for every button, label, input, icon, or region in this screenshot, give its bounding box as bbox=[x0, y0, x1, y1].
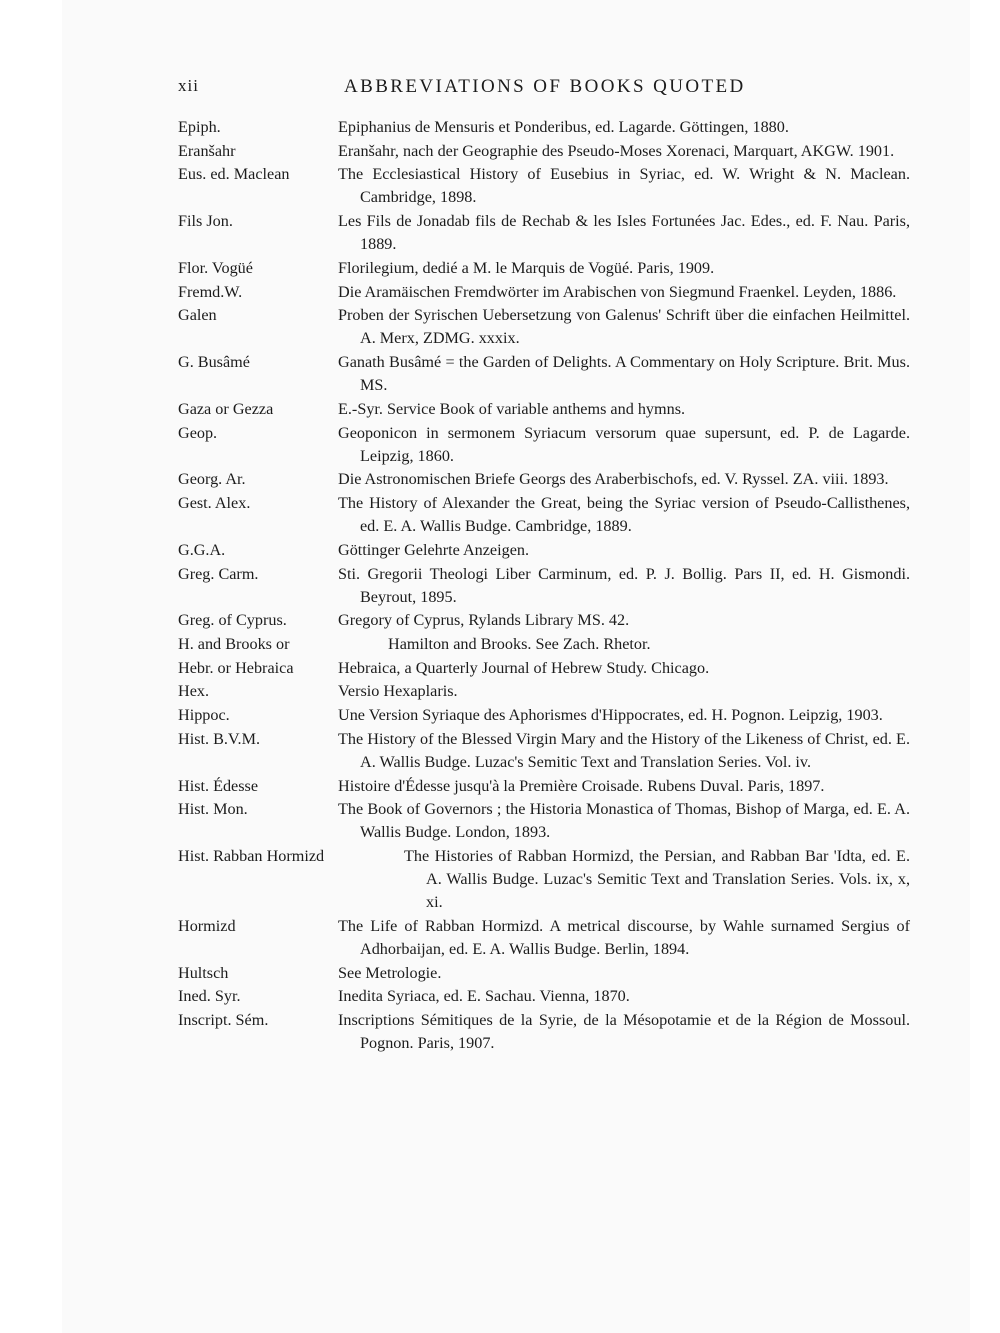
entry-hist-rabban-hormizd bbox=[178, 845, 910, 914]
entry-abbr: Hebr. or Hebraica bbox=[178, 658, 294, 677]
entry-gest-alex bbox=[178, 492, 910, 538]
entry-text: Die Aramäischen Fremdwörter im Arabischen von Siegmund Fraenkel. Leyden, 1886. bbox=[338, 282, 897, 301]
entry-abbr: Inscript. Sém. bbox=[178, 1011, 269, 1029]
entry-text: E.-Syr. Service Book of variable anthems and hymns. bbox=[338, 399, 686, 418]
entry-greg-cyprus bbox=[178, 609, 910, 632]
entry-abbr: Hist. Rabban Hormizd bbox=[178, 846, 325, 865]
entry-abbr: Georg. Ar. bbox=[178, 470, 246, 489]
entry-abbr: Fremd.W. bbox=[178, 282, 243, 301]
entry-text: Sti. Gregorii Theologi Liber Carminum, ed. P. J. Bollig. Pars II, ed. H. Gismondi. Beyrout, 1895. bbox=[338, 564, 910, 606]
entry-greg-carm bbox=[178, 563, 910, 609]
entry-text: Versio Hexaplaris. bbox=[338, 682, 458, 701]
entry-abbr: Geop. bbox=[178, 423, 218, 442]
entry-abbr: Hex. bbox=[178, 682, 210, 701]
entry-abbr: Greg. of Cyprus. bbox=[178, 611, 287, 630]
entry-text: Histoire d'Édesse jusqu'à la Première Croisade. Rubens Duval. Paris, 1897. bbox=[338, 776, 825, 795]
entry-text: Les Fils de Jonadab fils de Rechab & les Isles Fortunées Jac. Edes., ed. F. Nau. Paris, 1889. bbox=[338, 212, 910, 254]
page-header bbox=[62, 76, 970, 104]
entry-abbr: G.G.A. bbox=[178, 540, 226, 559]
entry-text: Inscriptions Sémitiques de la Syrie, de la Mésopotamie et de la Région de Mossoul. Pognon. Paris, 1907. bbox=[338, 1011, 910, 1053]
entry-abbr: Hormizd bbox=[178, 916, 236, 935]
entry-text: Une Version Syriaque des Aphorismes d'Hippocrates, ed. H. Pognon. Leipzig, 1903. bbox=[338, 706, 883, 725]
entry-abbr: Hist. Édesse bbox=[178, 776, 259, 795]
entry-abbr: G. Busâmé bbox=[178, 353, 250, 372]
entry-georg-ar bbox=[178, 468, 910, 491]
entry-abbr: Hist. Mon. bbox=[178, 800, 248, 819]
entry-inscript-sem bbox=[178, 1009, 910, 1055]
entry-text: Hamilton and Brooks. See Zach. Rhetor. bbox=[388, 634, 651, 653]
entry-ined-syr bbox=[178, 985, 910, 1008]
entry-geop bbox=[178, 422, 910, 468]
entry-hist-edesse bbox=[178, 775, 910, 798]
entry-text: The History of Alexander the Great, being the Syriac version of Pseudo-Callisthenes, ed. E. A. Wallis Budge. Cambridge, 1889. bbox=[338, 494, 910, 536]
running-title: ABBREVIATIONS OF BOOKS QUOTED bbox=[344, 76, 746, 97]
entry-text: Hebraica, a Quarterly Journal of Hebrew Study. Chicago. bbox=[338, 658, 710, 677]
entry-hebraica bbox=[178, 657, 910, 680]
entry-eus-maclean bbox=[178, 163, 910, 209]
page-number: xii bbox=[178, 76, 199, 95]
entry-abbr: Fils Jon. bbox=[178, 212, 233, 231]
entry-text: The History of the Blessed Virgin Mary and the History of the Likeness of Christ, ed. E. A. Wallis Budge. Luzac's Semitic Text and Translation Series. Vol. iv. bbox=[338, 729, 910, 771]
entry-gga bbox=[178, 539, 910, 562]
abbreviation-list bbox=[178, 116, 910, 1056]
entry-text: Eranšahr, nach der Geographie des Pseudo-Moses Xorenaci, Marquart, AKGW. 1901. bbox=[338, 141, 895, 160]
entry-text: The Histories of Rabban Hormizd, the Persian, and Rabban Bar 'Idta, ed. E. A. Wallis Budge. Luzac's Semitic Text and Translation Series. Vols. ix, x, xi. bbox=[404, 846, 910, 912]
entry-h-and-brooks bbox=[178, 633, 910, 656]
entry-abbr: Greg. Carm. bbox=[178, 564, 259, 583]
entry-text: Die Astronomischen Briefe Georgs des Araberbischofs, ed. V. Ryssel. ZA. viii. 1893. bbox=[338, 470, 889, 489]
entry-text: Proben der Syrischen Uebersetzung von Galenus' Schrift über die einfachen Heilmittel. A. Merx, ZDMG. xxxix. bbox=[338, 306, 910, 348]
entry-abbr: Gaza or Gezza bbox=[178, 399, 274, 418]
entry-text: Florilegium, dedié a M. le Marquis de Vogüé. Paris, 1909. bbox=[338, 258, 715, 277]
entry-flor-vogue bbox=[178, 257, 910, 280]
entry-abbr: Hultsch bbox=[178, 963, 229, 982]
entry-eransahr bbox=[178, 140, 910, 163]
entry-abbr: Gest. Alex. bbox=[178, 494, 251, 513]
entry-abbr: Eranšahr bbox=[178, 141, 236, 160]
entry-abbr: H. and Brooks or bbox=[178, 634, 290, 653]
entry-text: Gregory of Cyprus, Rylands Library MS. 42. bbox=[338, 611, 630, 630]
entry-text: Göttinger Gelehrte Anzeigen. bbox=[338, 540, 530, 559]
entry-hex bbox=[178, 680, 910, 703]
entry-hultsch bbox=[178, 962, 910, 985]
entry-abbr: Epiph. bbox=[178, 118, 221, 136]
entry-abbr: Eus. ed. Maclean bbox=[178, 165, 290, 184]
entry-abbr: Hist. B.V.M. bbox=[178, 729, 261, 748]
entry-text: The Life of Rabban Hormizd. A metrical discourse, by Wahle surnamed Sergius of Adhorbaijan, ed. E. A. Wallis Budge. Berlin, 1894. bbox=[338, 916, 910, 958]
entry-abbr: Ined. Syr. bbox=[178, 987, 241, 1006]
entry-abbr: Galen bbox=[178, 306, 217, 325]
entry-hist-mon bbox=[178, 798, 910, 844]
entry-text: See Metrologie. bbox=[338, 963, 442, 982]
entry-abbr: Hippoc. bbox=[178, 706, 230, 725]
entry-fremd-w bbox=[178, 281, 910, 304]
entry-text: Epiphanius de Mensuris et Ponderibus, ed. Lagarde. Göttingen, 1880. bbox=[338, 118, 789, 136]
entry-hist-bvm bbox=[178, 728, 910, 774]
entry-text: Geoponicon in sermonem Syriacum versorum quae supersunt, ed. P. de Lagarde. Leipzig, 1860. bbox=[338, 423, 910, 465]
entry-text: The Book of Governors ; the Historia Monastica of Thomas, Bishop of Marga, ed. E. A. Wallis Budge. London, 1893. bbox=[338, 800, 910, 842]
entry-g-busame bbox=[178, 351, 910, 397]
entry-hormizd bbox=[178, 915, 910, 961]
page bbox=[62, 0, 970, 1333]
entry-epiph bbox=[178, 116, 910, 139]
entry-gaza bbox=[178, 398, 910, 421]
entry-galen bbox=[178, 304, 910, 350]
entry-text: The Ecclesiastical History of Eusebius in Syriac, ed. W. Wright & N. Maclean. Cambridge, 1898. bbox=[338, 165, 910, 207]
entry-text: Ganath Busâmé = the Garden of Delights. A Commentary on Holy Scripture. Brit. Mus. MS. bbox=[338, 353, 910, 395]
entry-fils-jon bbox=[178, 210, 910, 256]
entry-text: Inedita Syriaca, ed. E. Sachau. Vienna, 1870. bbox=[338, 987, 630, 1006]
entry-abbr: Flor. Vogüé bbox=[178, 258, 253, 277]
entry-hippoc bbox=[178, 704, 910, 727]
